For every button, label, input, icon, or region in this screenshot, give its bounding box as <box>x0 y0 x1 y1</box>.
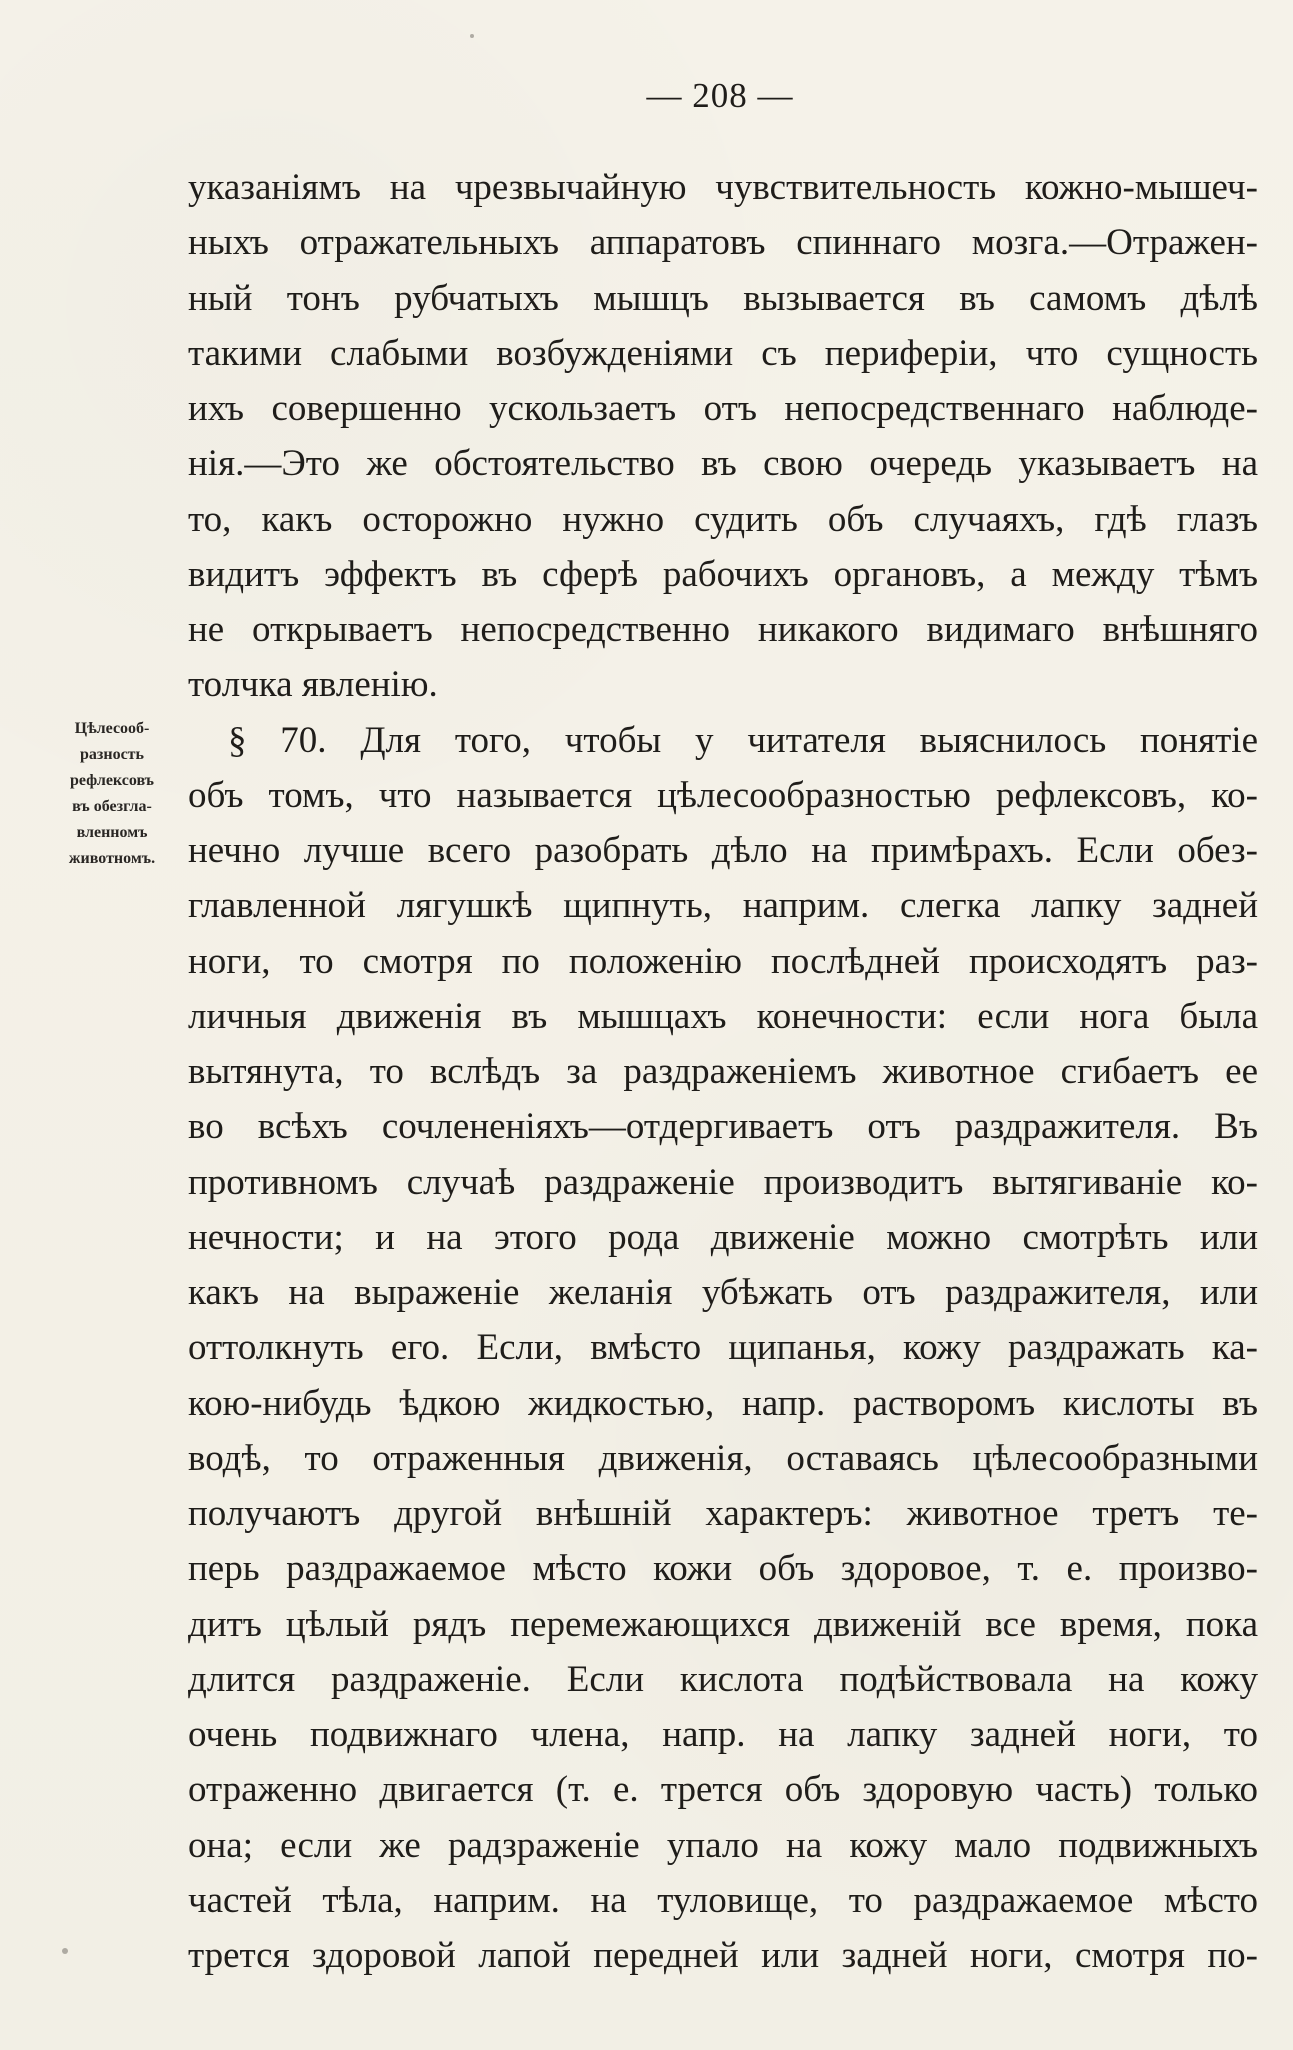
text-line: то, какъ осторожно нужно судить объ случаяхъ, гдѣ глазъ <box>188 498 1258 540</box>
text-line: во всѣхъ сочлененіяхъ—отдергиваетъ отъ раздражителя. Въ <box>188 1106 1258 1148</box>
text-line: длится раздраженіе. Если кислота подѣйствовала на кожу <box>188 1658 1258 1700</box>
text-line: ный тонъ рубчатыхъ мышцъ вызывается въ самомъ дѣлѣ <box>188 277 1258 319</box>
text-line: такими слабыми возбужденіями съ периферіи, что сущность <box>188 332 1258 374</box>
text-line: получаютъ другой внѣшній характеръ: животное третъ те- <box>188 1493 1258 1534</box>
margin-note-line: вленномъ <box>76 824 148 841</box>
text-line: личныя движенія въ мышцахъ конечности: если нога была <box>188 995 1258 1037</box>
text-line: нія.—Это же обстоятельство въ свою очередь указываетъ на <box>188 443 1258 485</box>
text-line: она; если же радзраженіе упало на кожу мало подвижныхъ <box>188 1824 1258 1866</box>
section-heading-line: § 70. Для того, чтобы у читателя выяснилось понятіе <box>228 719 1258 761</box>
text-line: видитъ эффектъ въ сферѣ рабочихъ органовъ, а между тѣмъ <box>188 553 1258 595</box>
margin-note-line: рефлексовъ <box>69 772 155 789</box>
page-number: — 208 — <box>646 76 794 115</box>
margin-note-line: разность <box>80 746 144 763</box>
text-line: ноги, то смотря по положенію послѣдней происходятъ раз- <box>188 940 1258 982</box>
text-line: нечности; и на этого рода движеніе можно смотрѣть или <box>188 1216 1258 1258</box>
text-line: очень подвижнаго члена, напр. на лапку задней ноги, то <box>188 1714 1258 1755</box>
margin-note-line: Цѣлесооб- <box>74 720 150 737</box>
text-line: дитъ цѣлый рядъ перемежающихся движеній все время, пока <box>188 1603 1258 1645</box>
margin-note-line: въ обезгла- <box>72 798 152 815</box>
text-line: ихъ совершенно ускользаетъ отъ непосредственнаго наблюде- <box>188 388 1258 429</box>
text-line: кою-нибудь ѣдкою жидкостью, напр. растворомъ кислоты въ <box>188 1382 1258 1424</box>
text-line: объ томъ, что называется цѣлесообразностью рефлексовъ, ко- <box>188 774 1258 816</box>
text-line: вытянута, то вслѣдъ за раздраженіемъ животное сгибаетъ ее <box>188 1051 1258 1092</box>
paper-speck <box>470 34 474 38</box>
text-line: перь раздражаемое мѣсто кожи объ здоровое, т. е. произво- <box>188 1548 1258 1590</box>
margin-note <box>52 716 172 872</box>
text-line: отраженно двигается (т. е. трется объ здоровую часть) только <box>188 1769 1258 1811</box>
paper-speck <box>62 1948 68 1954</box>
text-line: ныхъ отражательныхъ аппаратовъ спиннаго мозга.—Отражен- <box>188 222 1258 264</box>
text-line: трется здоровой лапой передней или задней ноги, смотря по- <box>188 1935 1258 1976</box>
text-line: толчка явленію. <box>188 664 438 706</box>
text-line: нечно лучше всего разобрать дѣло на примѣрахъ. Если обез- <box>188 830 1258 871</box>
text-line: какъ на выраженіе желанія убѣжать отъ раздражителя, или <box>188 1272 1258 1313</box>
text-line: главленной лягушкѣ щипнуть, наприм. слегка лапку задней <box>188 885 1258 927</box>
text-line: не открываетъ непосредственно никакого видимаго внѣшняго <box>188 609 1258 650</box>
text-line: указаніямъ на чрезвычайную чувствительность кожно-мышеч- <box>188 167 1258 208</box>
margin-note-line: животномъ. <box>68 850 156 867</box>
text-line: частей тѣла, наприм. на туловище, то раздражаемое мѣсто <box>188 1879 1258 1921</box>
main-text <box>188 160 1258 1983</box>
text-line: водѣ, то отраженныя движенія, оставаясь цѣлесообразными <box>188 1437 1258 1479</box>
text-line: противномъ случаѣ раздраженіе производитъ вытягиваніе ко- <box>188 1161 1258 1203</box>
text-line: оттолкнуть его. Если, вмѣсто щипанья, кожу раздражать ка- <box>188 1327 1258 1369</box>
